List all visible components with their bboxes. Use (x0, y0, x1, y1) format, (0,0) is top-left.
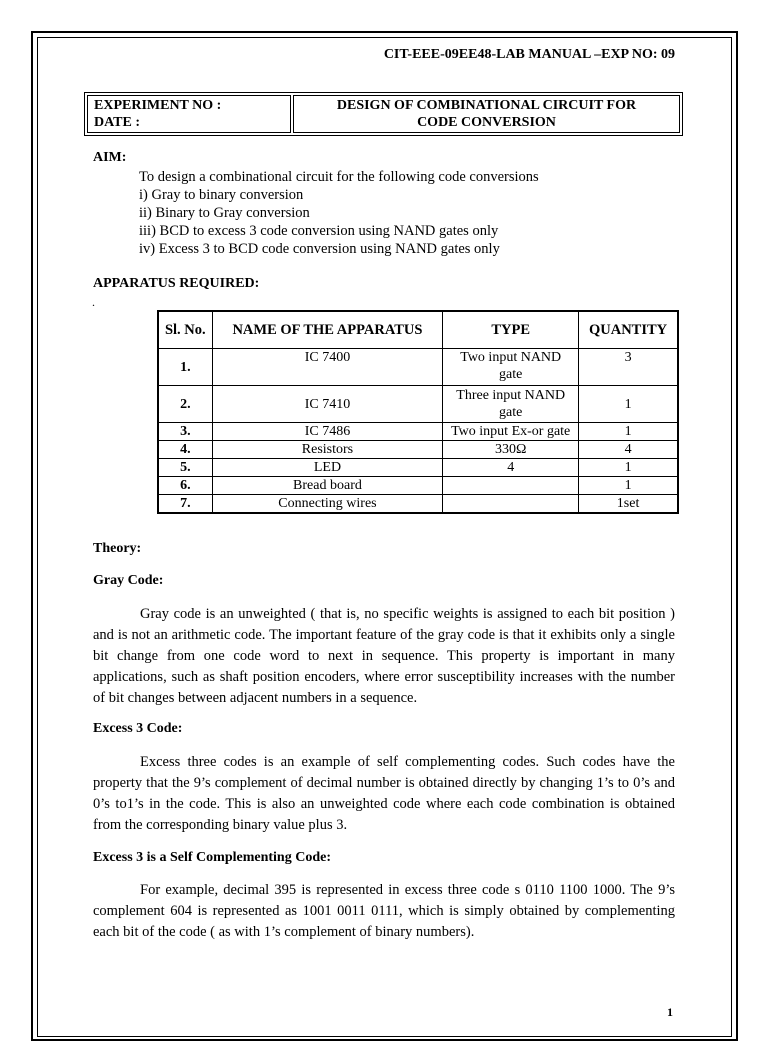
aim-list (139, 168, 539, 258)
table-row (158, 386, 678, 423)
sl-cell: 6. (158, 477, 212, 495)
column-header: QUANTITY (579, 311, 678, 349)
table-row (158, 459, 678, 477)
aim-line: To design a combinational circuit for the following code conversions (139, 169, 539, 185)
table-header-row (158, 311, 678, 349)
self-complementing-paragraph: For example, decimal 395 is represented in excess three code s 0110 1100 1000. The 9’s complement 604 is represented as 1001 0011 0111, which is simply obtained by complementing each bit of the code ( as with 1’s complement of binary numbers). (93, 882, 675, 940)
aim-line: i) Gray to binary conversion (139, 187, 304, 203)
sl-cell: 4. (158, 441, 212, 459)
qty-cell: 3 (579, 349, 678, 386)
name-cell: IC 7410 (212, 386, 443, 423)
sl-cell: 5. (158, 459, 212, 477)
apparatus-table (157, 310, 679, 514)
aim-line: iii) BCD to excess 3 code conversion using NAND gates only (139, 223, 499, 239)
type-cell: Three input NAND gate (443, 386, 579, 423)
aim-heading: AIM: (93, 150, 127, 165)
qty-cell: 4 (579, 441, 678, 459)
sl-cell: 2. (158, 386, 212, 423)
gray-code-paragraph: Gray code is an unweighted ( that is, no specific weights is assigned to each bit position ) and is not an arithmetic code. The important feature of the gray code is that it exhibits only a single bit change from one code word to next in sequence. This property is important in many applications, such as shaft position encoders, where error susceptibility increases with the number of bit changes between adjacent numbers in a sequence. (93, 606, 675, 706)
experiment-info (87, 95, 291, 133)
sl-cell: 3. (158, 423, 212, 441)
qty-cell: 1 (579, 423, 678, 441)
experiment-title-line2: CODE CONVERSION (417, 115, 556, 130)
qty-cell: 1 (579, 386, 678, 423)
name-cell: IC 7400 (212, 349, 443, 386)
name-cell: Connecting wires (212, 495, 443, 514)
sl-cell: 1. (158, 349, 212, 386)
sl-cell: 7. (158, 495, 212, 514)
manual-header: CIT-EEE-09EE48-LAB MANUAL –EXP NO: 09 (383, 47, 675, 62)
table-row (158, 349, 678, 386)
gray-code-heading: Gray Code: (93, 573, 164, 588)
theory-heading: Theory: (93, 541, 142, 556)
type-cell: Two input Ex-or gate (443, 423, 579, 441)
name-cell: Resistors (212, 441, 443, 459)
type-cell: Two input NAND gate (443, 349, 579, 386)
date-label: DATE : (94, 115, 141, 130)
experiment-box (84, 92, 683, 136)
qty-cell: 1set (579, 495, 678, 514)
type-cell (443, 477, 579, 495)
column-header: Sl. No. (158, 311, 212, 349)
self-complementing-heading: Excess 3 is a Self Complementing Code: (93, 850, 331, 865)
experiment-title (293, 95, 680, 133)
column-header: NAME OF THE APPARATUS (212, 311, 443, 349)
table-row (158, 495, 678, 514)
qty-cell: 1 (579, 477, 678, 495)
apparatus-heading: APPARATUS REQUIRED: (93, 276, 260, 291)
excess3-paragraph: Excess three codes is an example of self complementing codes. Such codes have the property that the 9’s complement of decimal number is obtained directly by changing 1’s to 0’s and 0’s to1’s in the code. This is also an unweighted code where each code combination is obtained from the corresponding binary value plus 3. (93, 754, 675, 833)
table-row (158, 423, 678, 441)
experiment-title-line1: DESIGN OF COMBINATIONAL CIRCUIT FOR (336, 98, 637, 113)
type-cell: 330Ω (443, 441, 579, 459)
name-cell: Bread board (212, 477, 443, 495)
stray-dot: . (92, 295, 95, 309)
aim-line: iv) Excess 3 to BCD code conversion using NAND gates only (139, 241, 500, 257)
excess3-heading: Excess 3 Code: (93, 721, 183, 736)
table-row (158, 441, 678, 459)
name-cell: LED (212, 459, 443, 477)
column-header: TYPE (443, 311, 579, 349)
type-cell: 4 (443, 459, 579, 477)
table-row (158, 477, 678, 495)
name-cell: IC 7486 (212, 423, 443, 441)
experiment-no-label: EXPERIMENT NO : (94, 98, 222, 113)
page-number: 1 (667, 1005, 673, 1019)
type-cell (443, 495, 579, 514)
aim-line: ii) Binary to Gray conversion (139, 205, 310, 221)
qty-cell: 1 (579, 459, 678, 477)
